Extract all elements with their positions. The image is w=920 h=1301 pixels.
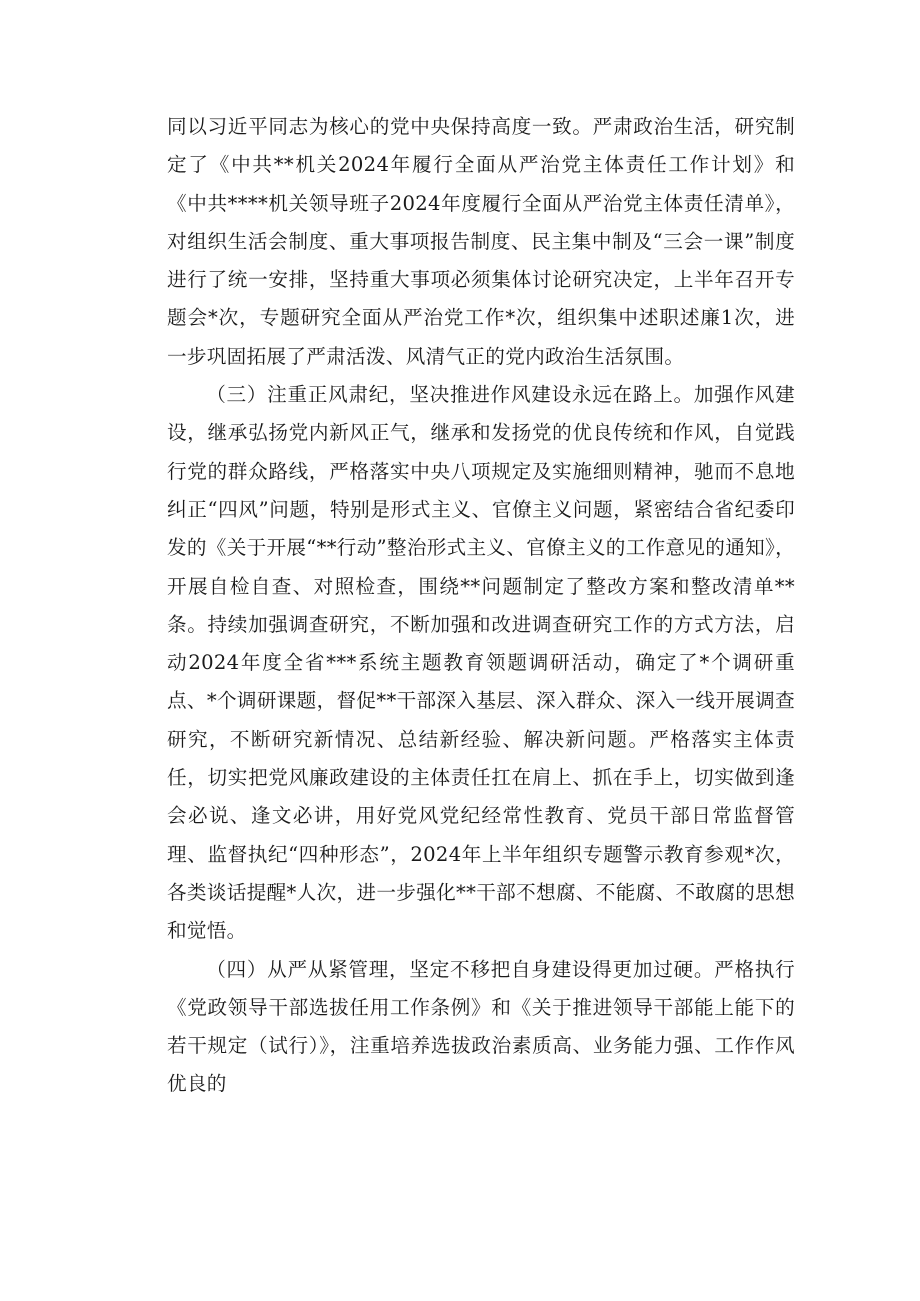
paragraph-section-four: （四）从严从紧管理，坚定不移把自身建设得更加过硬。严格执行《党政领导干部选拔任用工作条例》和《关于推进领导干部能上能下的若干规定（试行）》，注重培养选拔政治素质高、业务能力强、工作作风优良的 <box>167 957 795 1096</box>
paragraph-section-three: （三）注重正风肃纪，坚决推进作风建设永远在路上。加强作风建设，继承弘扬党内新风正气，继承和发扬党的优良传统和作风，自觉践行党的群众路线，严格落实中央八项规定及实施细则精神，驰而不息地纠正“四风”问题，特别是形式主义、官僚主义问题，紧密结合省纪委印发的《关于开展“**行动”整治形式主义、官僚主义的工作意见的通知》，开展自检自查、对照检查，围绕**问题制定了整改方案和整改清单**条。持续加强调查研究，不断加强和改进调查研究工作的方式方法，启动2024年度全省***系统主题教育领题调研活动，确定了*个调研重点、*个调研课题，督促**干部深入基层、深入群众、深入一线开展调查研究，不断研究新情况、总结新经验、解决新问题。严格落实主体责任，切实把党风廉政建设的主体责任扛在肩上、抓在手上，切实做到逢会必说、逢文必讲，用好党风党纪经常性教育、党员干部日常监督管理、监督执纪“四种形态”，2024年上半年组织专题警示教育参观*次，各类谈话提醒*人次，进一步强化**干部不想腐、不能腐、不敢腐的思想和觉悟。 <box>167 383 795 943</box>
document-body <box>167 108 795 1104</box>
paragraph-continuation: 同以习近平同志为核心的党中央保持高度一致。严肃政治生活，研究制定了《中共**机关2024年履行全面从严治党主体责任工作计划》和《中共****机关领导班子2024年度履行全面从严治党主体责任清单》，对组织生活会制度、重大事项报告制度、民主集中制及“三会一课”制度进行了统一安排，坚持重大事项必须集体讨论研究决定，上半年召开专题会*次，专题研究全面从严治党工作*次，组织集中述职述廉1次，进一步巩固拓展了严肃活泼、风清气正的党内政治生活氛围。 <box>167 115 795 368</box>
